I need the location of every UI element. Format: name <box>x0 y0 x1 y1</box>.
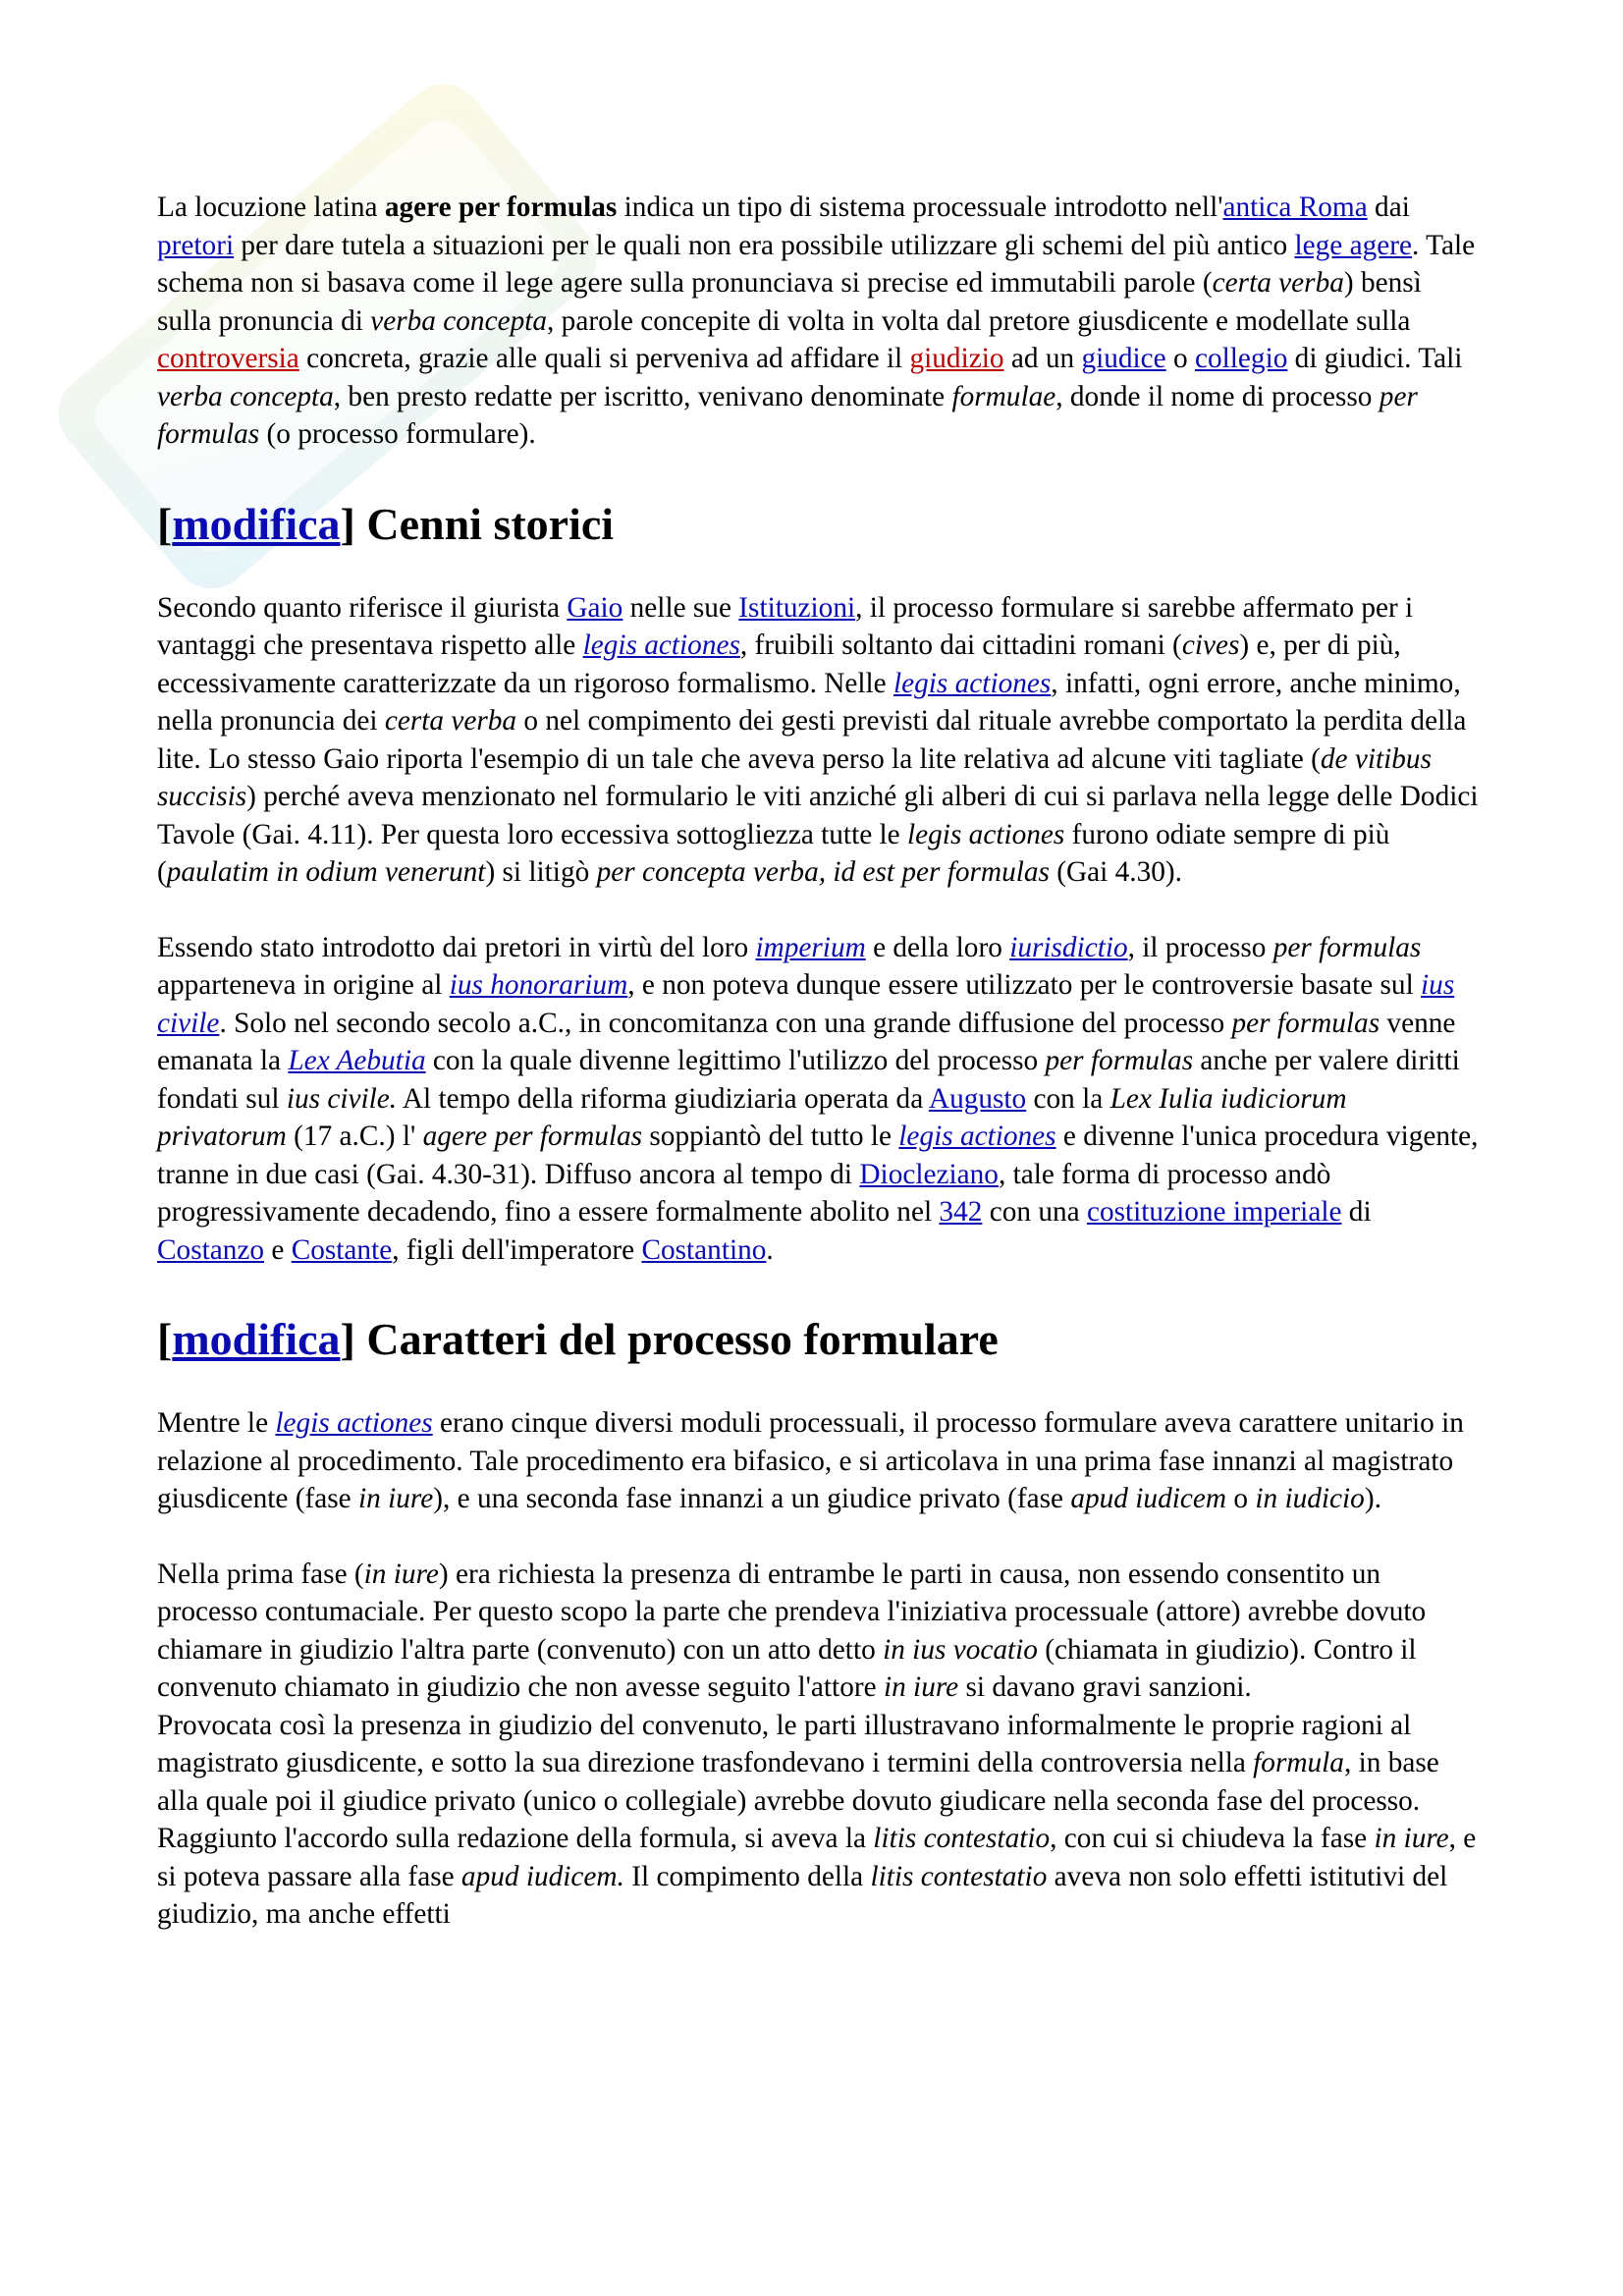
cenni-paragraph-2: Essendo stato introdotto dai pretori in virtù del loro imperium e della loro iurisdictio, il processo per formulas apparteneva in origine al ius honorarium, e non poteva dunque essere utilizzato per le controversie basate sul ius civile. Solo nel secondo secolo a.C., in concomitanza con una grande diffusione del processo per formulas venne emanata la Lex Aebutia con la quale divenne legittimo l'utilizzo del processo per formulas anche per valere diritti fondati sul ius civile. Al tempo della riforma giudiziaria operata da Augusto con la Lex Iulia iudiciorum privatorum (17 a.C.) l' agere per formulas soppiantò del tutto le legis actiones e divenne l'unica procedura vigente, tranne in due casi (Gai. 4.30-31). Diffuso ancora al tempo di Diocleziano, tale forma di processo andò progressivamente decadendo, fino a essere formalmente abolito nel 342 con una costituzione imperiale di Costanzo e Costante, figli dell'imperatore Costantino. <box>157 931 1479 1266</box>
link-augusto[interactable]: Augusto <box>928 1082 1027 1115</box>
link-legis-actiones[interactable]: legis actiones <box>275 1407 433 1439</box>
link-342[interactable]: 342 <box>939 1196 983 1228</box>
link-gaio[interactable]: Gaio <box>567 591 623 624</box>
link-legis-actiones[interactable]: legis actiones <box>893 667 1052 699</box>
cenni-paragraph-1: Secondo quanto riferisce il giurista Gaio nelle sue Istituzioni, il processo formulare si sarebbe affermato per i vantaggi che presentava rispetto alle legis actiones, fruibili soltanto dai cittadini romani (cives) e, per di più, eccessivamente caratterizzate da un rigoroso formalismo. Nelle legis actiones, infatti, ogni errore, anche minimo, nella pronuncia dei certa verba o nel compimento dei gesti previsti dal rituale avrebbe comportato la perdita della lite. Lo stesso Gaio riporta l'esempio di un tale che aveva perso la lite relativa ad alcune viti tagliate (de vitibus succisis) perché aveva menzionato nel formulario le viti anziché gli alberi di cui si parlava nella legge delle Dodici Tavole (Gai. 4.11). Per questa loro eccessiva sottogliezza tutte le legis actiones furono odiate sempre di più (paulatim in odium venerunt) si litigò per concepta verba, id est per formulas (Gai 4.30). <box>157 591 1479 888</box>
link-costanzo[interactable]: Costanzo <box>157 1233 265 1266</box>
link-legis-actiones[interactable]: legis actiones <box>898 1121 1056 1152</box>
caratteri-paragraph-3: Provocata così la presenza in giudizio del convenuto, le parti illustravano informalmente le proprie ragioni al magistrato giusdicente, e sotto la sua direzione trasfondevano i termini della controversia nella formula, in base alla quale poi il giudice privato (unico o collegiale) avrebbe dovuto giudicare nella seconda fase del processo. Raggiunto l'accordo sulla redazione della formula, si aveva la litis contestatio, con cui si chiudeva la fase in iure, e si poteva passare alla fase apud iudicem. Il compimento della litis contestatio aveva non solo effetti istitutivi del giudizio, ma anche effetti <box>157 1709 1477 1930</box>
link-imperium[interactable]: imperium <box>755 931 866 963</box>
link-costantino[interactable]: Costantino <box>641 1233 767 1266</box>
link-ius-civile[interactable]: ius civile <box>157 969 1455 1039</box>
edit-link-caratteri[interactable]: modifica <box>172 1314 341 1364</box>
link-giudizio[interactable]: giudizio <box>909 343 1004 374</box>
link-istituzioni[interactable]: Istituzioni <box>738 591 856 624</box>
edit-link-cenni[interactable]: modifica <box>172 498 341 549</box>
link-collegio[interactable]: collegio <box>1194 343 1288 374</box>
link-lex-aebutia[interactable]: Lex Aebutia <box>288 1045 426 1076</box>
caratteri-paragraph-1: Mentre le legis actiones erano cinque diversi moduli processuali, il processo formulare aveva carattere unitario in relazione al procedimento. Tale procedimento era bifasico, e si articolava in una prima fase innanzi al magistrato giusdicente (fase in iure), e una seconda fase innanzi a un giudice privato (fase apud iudicem o in iudicio). <box>157 1407 1464 1514</box>
link-costante[interactable]: Costante <box>291 1233 393 1266</box>
link-iurisdictio[interactable]: iurisdictio <box>1009 931 1128 963</box>
link-ius-honorarium[interactable]: ius honorarium <box>449 969 628 1001</box>
link-legis-actiones[interactable]: legis actiones <box>582 629 740 661</box>
heading-cenni-storici: [modifica] Cenni storici <box>157 498 615 549</box>
link-lege-agere[interactable]: lege agere <box>1294 229 1412 261</box>
link-controversia[interactable]: controversia <box>157 343 299 374</box>
link-pretori[interactable]: pretori <box>157 229 235 261</box>
document-body <box>157 189 1483 1934</box>
link-costituzione-imperiale[interactable]: costituzione imperiale <box>1086 1196 1342 1228</box>
heading-caratteri: [modifica] Caratteri del processo formulare <box>157 1314 999 1364</box>
intro-paragraph: La locuzione latina agere per formulas indica un tipo di sistema processuale introdotto nell'antica Roma dai pretori per dare tutela a situazioni per le quali non era possibile utilizzare gli schemi del più antico lege agere. Tale schema non si basava come il lege agere sulla pronunciava si precise ed immutabili parole (certa verba) bensì sulla pronuncia di verba concepta, parole concepite di volta in volta dal pretore giusdicente e modellate sulla controversia concreta, grazie alle quali si perveniva ad affidare il giudizio ad un giudice o collegio di giudici. Tali verba concepta, ben presto redatte per iscritto, venivano denominate formulae, donde il nome di processo per formulas (o processo formulare). <box>157 191 1476 450</box>
caratteri-paragraph-2: Nella prima fase (in iure) era richiesta la presenza di entrambe le parti in causa, non essendo consentito un processo contumaciale. Per questo scopo la parte che prendeva l'iniziativa processuale (attore) avrebbe dovuto chiamare in giudizio l'altra parte (convenuto) con un atto detto in ius vocatio (chiamata in giudizio). Contro il convenuto chiamato in giudizio che non avesse seguito l'attore in iure si davano gravi sanzioni. <box>157 1558 1427 1703</box>
link-antica-roma[interactable]: antica Roma <box>1222 191 1368 223</box>
link-giudice[interactable]: giudice <box>1081 343 1166 374</box>
link-diocleziano[interactable]: Diocleziano <box>859 1158 999 1190</box>
